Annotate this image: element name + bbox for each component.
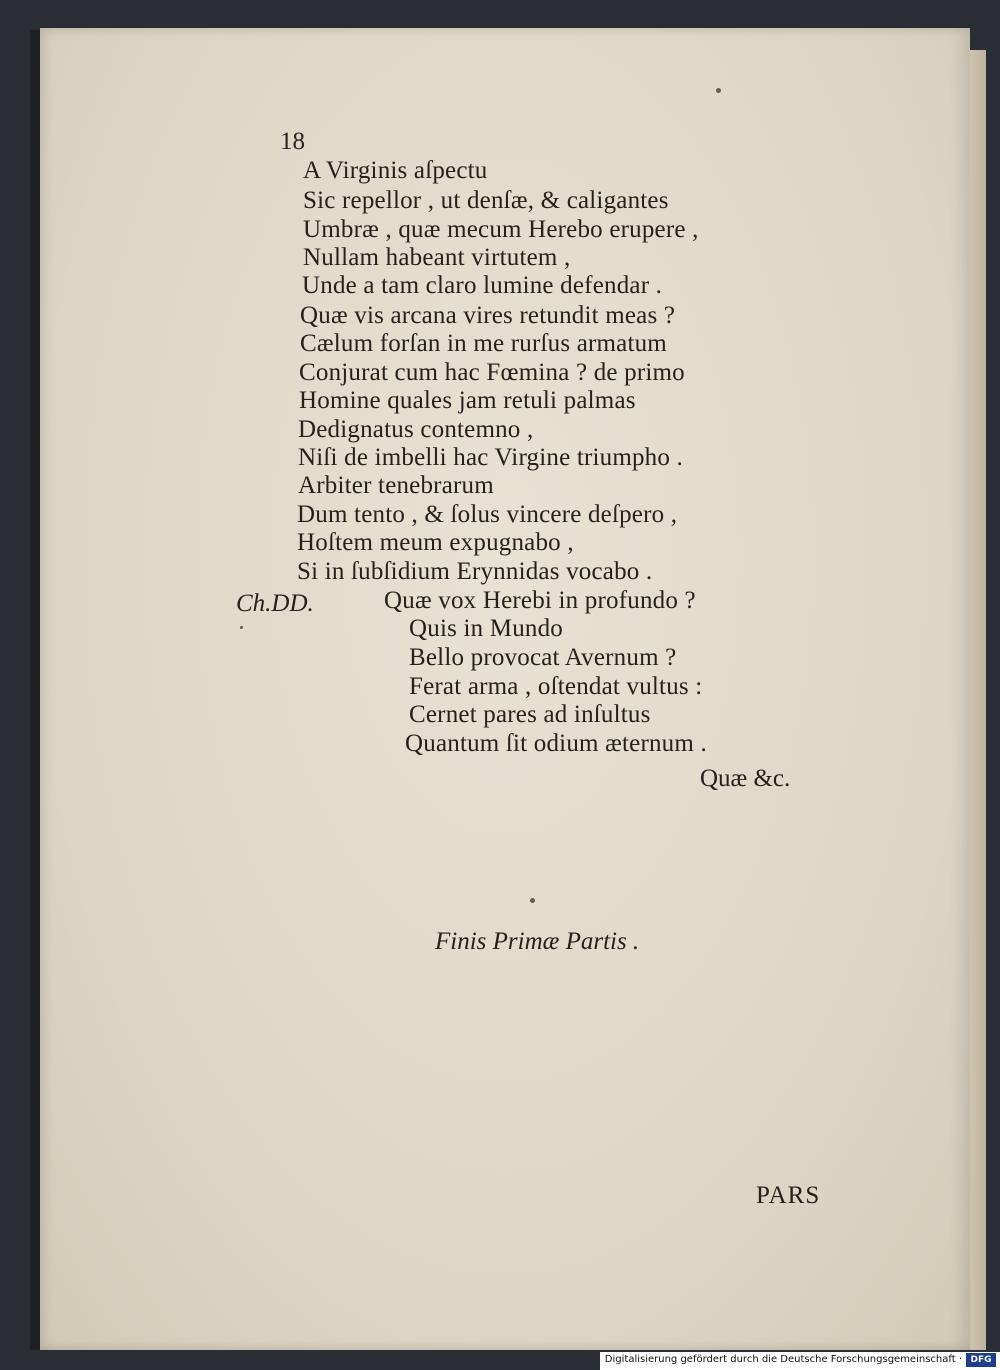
ink-speck	[716, 88, 721, 93]
verse-line: Cælum forſan in me rurſus armatum	[300, 330, 667, 357]
chorus-line: Ferat arma , oſtendat vultus :	[409, 673, 703, 700]
verse-line: Umbræ , quæ mecum Herebo erupere ,	[303, 216, 699, 243]
chorus-line: Bello provocat Avernum ?	[409, 644, 677, 671]
verse-line: Dum tento , & ſolus vincere deſpero ,	[297, 501, 678, 528]
verse-line: Dedignatus contemno ,	[298, 416, 534, 443]
chorus-speaker: Ch.DD.	[236, 590, 314, 617]
dfg-logo: DFG	[966, 1353, 996, 1367]
ink-speck	[240, 626, 243, 629]
verse-line: Conjurat cum hac Fœmina ? de primo	[299, 359, 685, 386]
verse-line: Nullam habeant virtutem ,	[303, 244, 571, 271]
chorus-line: Quis in Mundo	[409, 615, 564, 642]
verse-line: Sic repellor , ut denſæ, & caligantes	[303, 187, 669, 214]
chorus-refrain: Quæ &c.	[700, 765, 791, 792]
book-binding-edge	[30, 30, 40, 1350]
chorus-line: Cernet pares ad inſultus	[409, 701, 651, 728]
verse-line: Arbiter tenebrarum	[298, 472, 494, 499]
ink-speck	[530, 898, 535, 903]
chorus-line: Quæ vox Herebi in profundo ?	[384, 587, 696, 614]
verse-line: Unde a tam claro lumine defendar .	[302, 272, 663, 299]
verse-line: Niſi de imbelli hac Virgine triumpho .	[298, 444, 683, 471]
verse-line: Quæ vis arcana vires retundit meas ?	[300, 302, 676, 329]
catchword: PARS	[756, 1182, 821, 1209]
section-end-title: Finis Primæ Partis .	[435, 928, 640, 955]
funding-credit: Digitalisierung gefördert durch die Deutsche Forschungsgemeinschaft ·	[604, 1354, 962, 1365]
page-number: 18	[280, 128, 305, 155]
verse-line: Hoſtem meum expugnabo ,	[297, 529, 574, 556]
verse-line: Si in ſubſidium Erynnidas vocabo .	[297, 558, 653, 585]
chorus-line: Quantum ſit odium æternum .	[405, 730, 707, 757]
next-page-edge	[968, 50, 986, 1350]
verse-line: A Virginis aſpectu	[303, 157, 488, 184]
verse-line: Homine quales jam retuli palmas	[299, 387, 636, 414]
